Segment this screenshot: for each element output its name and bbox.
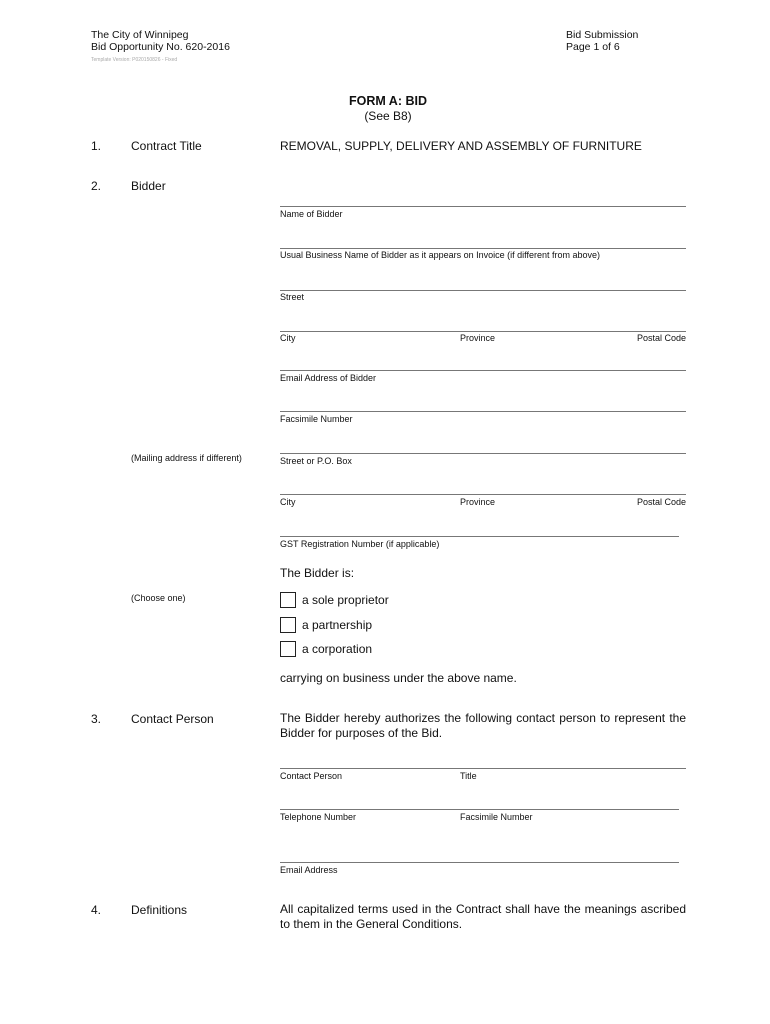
email-field[interactable] — [280, 370, 686, 371]
mailing-city-caption: City — [280, 497, 296, 507]
corporation-checkbox[interactable] — [280, 641, 296, 657]
contact-email-field[interactable] — [280, 862, 679, 863]
section-4-label: Definitions — [131, 903, 188, 917]
contact-person-caption: Contact Person — [280, 771, 343, 781]
section-4-number: 4. — [91, 903, 102, 917]
contract-title-value: REMOVAL, SUPPLY, DELIVERY AND ASSEMBLY OF FURNITURE — [280, 139, 642, 153]
fax-caption: Facsimile Number — [280, 414, 353, 424]
header-doc-type: Bid Submission — [566, 29, 639, 41]
street-caption: Street — [280, 292, 305, 302]
mailing-city-province-postal-field[interactable] — [280, 494, 686, 495]
telephone-caption: Telephone Number — [280, 812, 357, 822]
bidder-is-label: The Bidder is: — [280, 566, 355, 580]
city-province-postal-field[interactable] — [280, 331, 686, 332]
template-version: Template Version: P020150826 - Fixed — [91, 57, 178, 63]
form-reference: (See B8) — [364, 109, 412, 123]
mailing-street-field[interactable] — [280, 453, 686, 454]
partnership-checkbox[interactable] — [280, 617, 296, 633]
email-caption: Email Address of Bidder — [280, 373, 377, 383]
section-2-number: 2. — [91, 179, 102, 193]
section-3-label: Contact Person — [131, 712, 214, 726]
fax-field[interactable] — [280, 411, 686, 412]
contact-fax-caption: Facsimile Number — [460, 812, 533, 822]
postal-code-caption: Postal Code — [636, 333, 686, 343]
telephone-fax-field[interactable] — [280, 809, 679, 810]
sole-proprietor-checkbox[interactable] — [280, 592, 296, 608]
contact-authorization-text: The Bidder hereby authorizes the following contact person to represent the Bidder for purposes of the Bid. — [280, 711, 686, 740]
carrying-on-business-text: carrying on business under the above name. — [280, 671, 517, 685]
definitions-text: All capitalized terms used in the Contract shall have the meanings ascribed to them in the General Conditions. — [280, 902, 686, 931]
bidder-name-caption: Name of Bidder — [280, 209, 343, 219]
header-org: The City of Winnipeg — [91, 29, 189, 41]
section-1-label: Contract Title — [131, 139, 202, 153]
city-caption: City — [280, 333, 296, 343]
business-name-caption: Usual Business Name of Bidder as it appears on Invoice (if different from above) — [280, 250, 600, 260]
partnership-label: a partnership — [302, 618, 373, 632]
section-2-label: Bidder — [131, 179, 166, 193]
contact-email-caption: Email Address — [280, 865, 338, 875]
mailing-province-caption: Province — [460, 497, 496, 507]
province-caption: Province — [460, 333, 496, 343]
section-1-number: 1. — [91, 139, 102, 153]
bidder-name-field[interactable] — [280, 206, 686, 207]
mailing-postal-code-caption: Postal Code — [636, 497, 686, 507]
gst-caption: GST Registration Number (if applicable) — [280, 539, 440, 549]
street-field[interactable] — [280, 290, 686, 291]
mailing-address-label: (Mailing address if different) — [131, 453, 242, 463]
form-title: FORM A: BID — [349, 94, 427, 108]
choose-one-label: (Choose one) — [131, 593, 186, 603]
section-3-number: 3. — [91, 712, 102, 726]
corporation-label: a corporation — [302, 642, 373, 656]
gst-field[interactable] — [280, 536, 679, 537]
sole-proprietor-label: a sole proprietor — [302, 593, 389, 607]
header-bid-opportunity: Bid Opportunity No. 620-2016 — [91, 41, 230, 53]
contact-person-title-field[interactable] — [280, 768, 686, 769]
mailing-street-caption: Street or P.O. Box — [280, 456, 352, 466]
header-page-number: Page 1 of 6 — [566, 41, 620, 53]
business-name-field[interactable] — [280, 248, 686, 249]
contact-title-caption: Title — [460, 771, 477, 781]
